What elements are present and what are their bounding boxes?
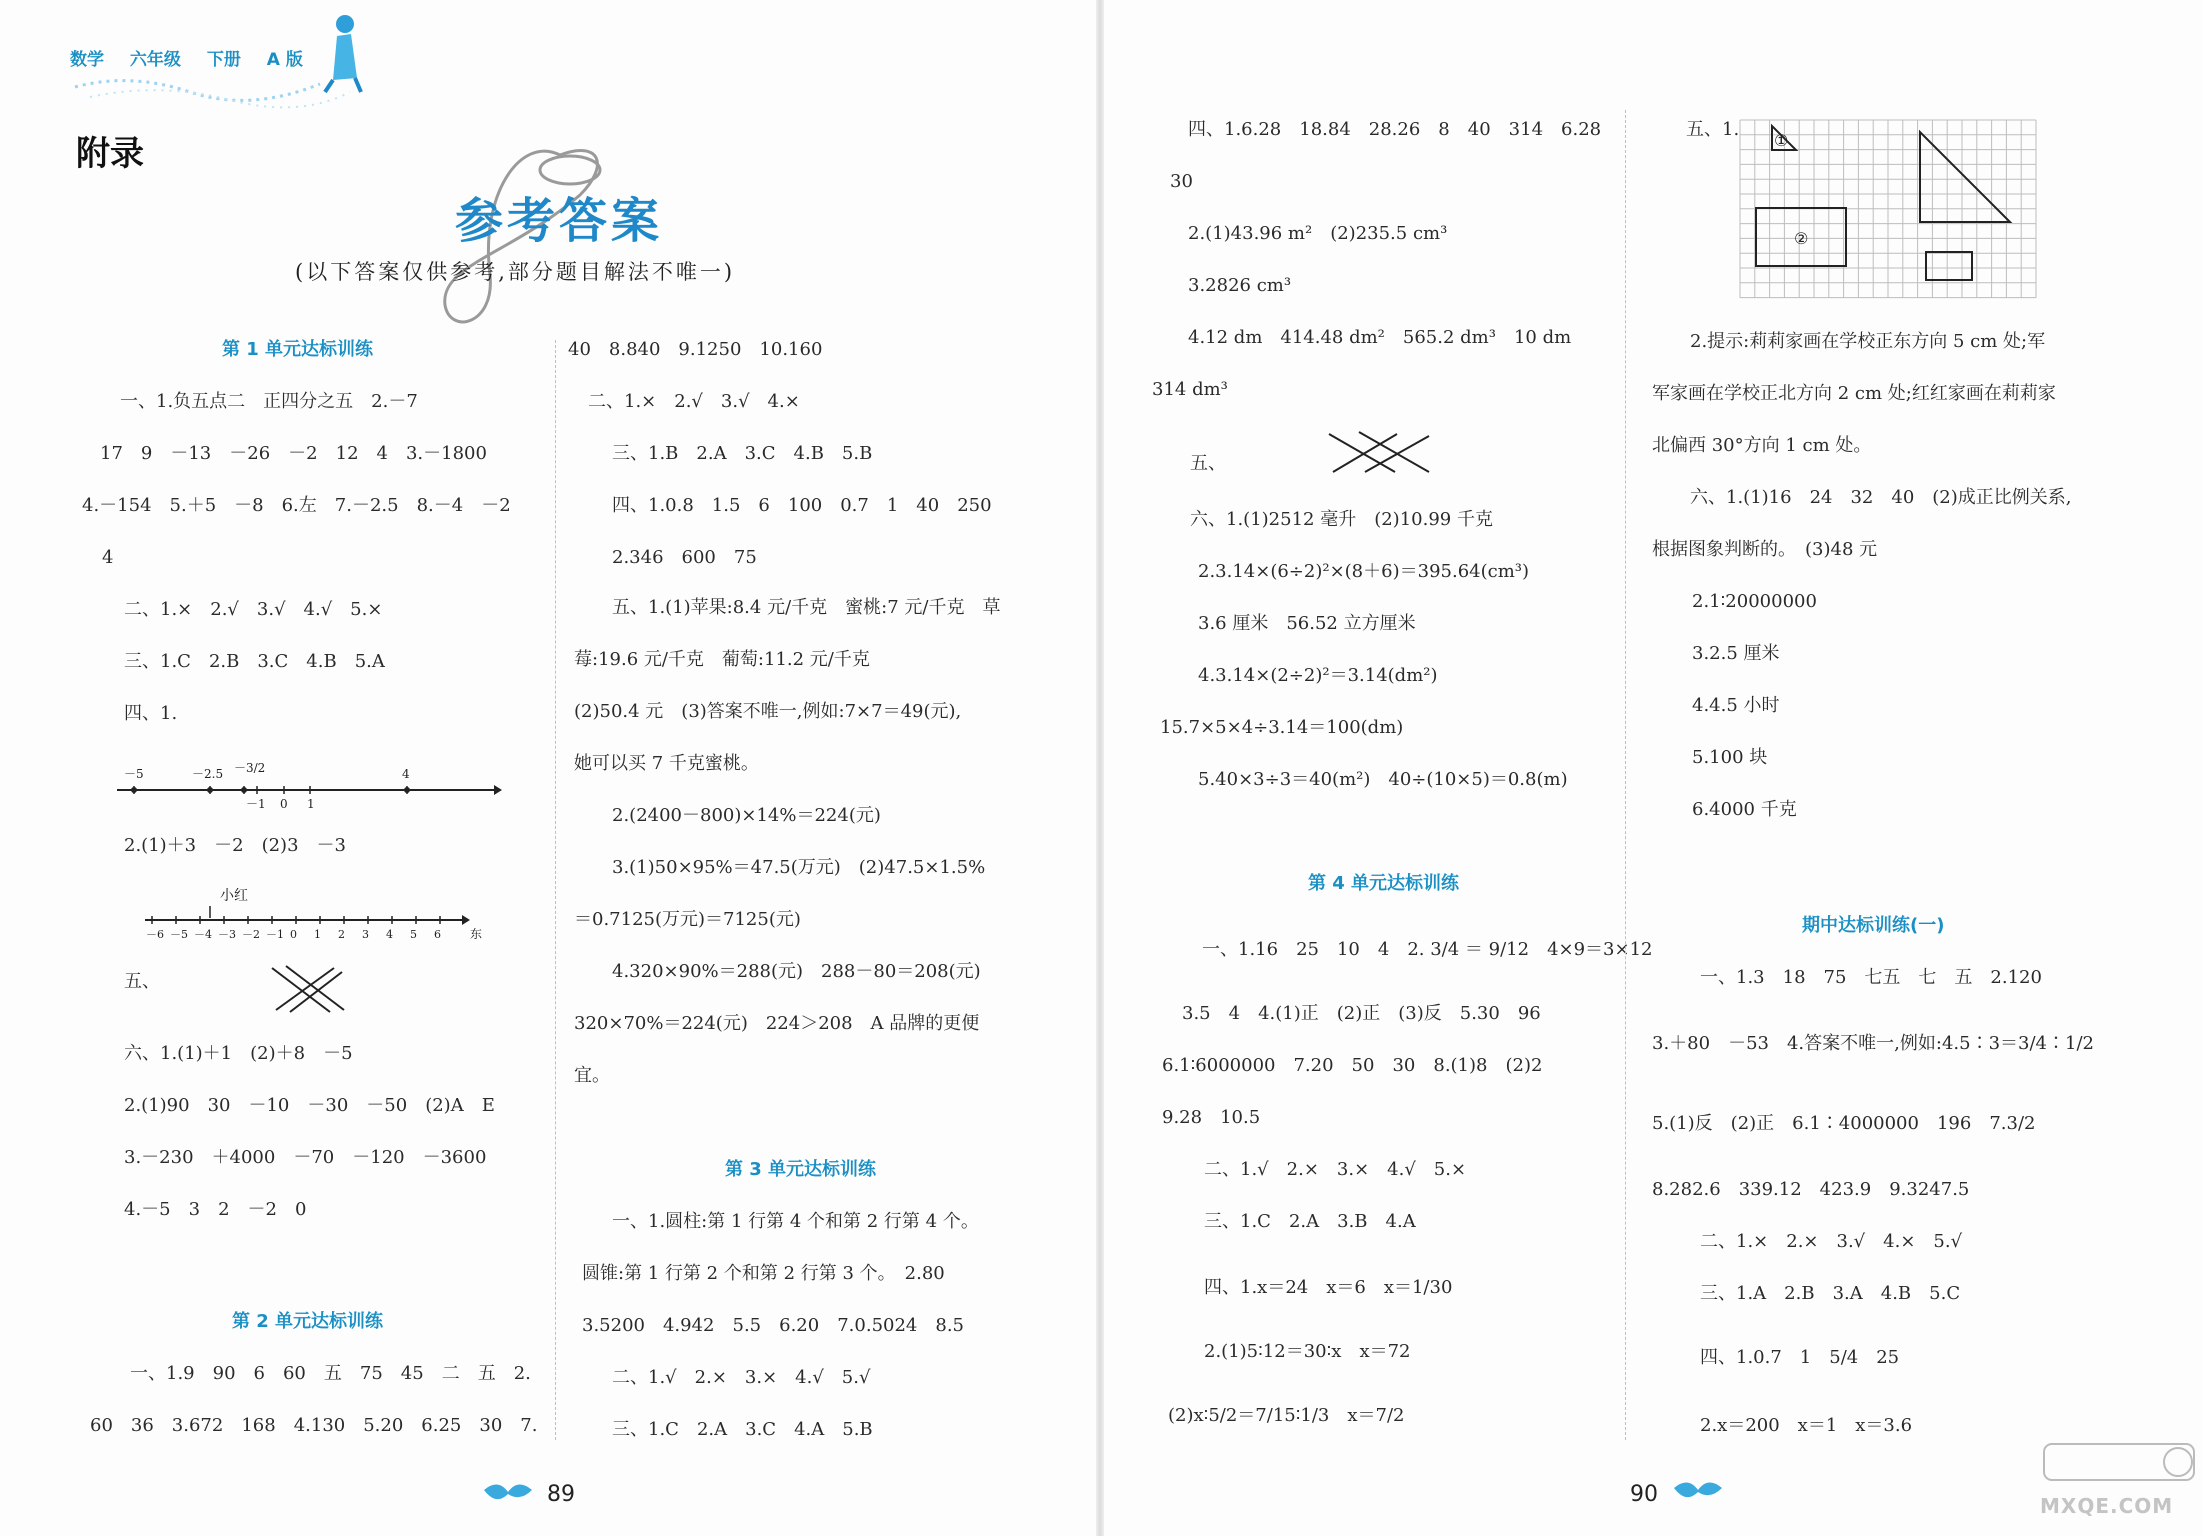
answer-subtitle: (以下答案仅供参考,部分题目解法不唯一) [295, 260, 736, 284]
child-figure-icon [315, 8, 365, 93]
tick-label: 4 [402, 767, 410, 781]
answer-line: 2.x＝200 x＝1 x＝3.6 [1700, 1415, 1913, 1436]
answer-line: 2.1∶20000000 [1692, 591, 1817, 612]
answer-line: 8.282.6 339.12 423.9 9.3247.5 [1652, 1179, 1970, 1200]
direction-label: 东 [470, 927, 483, 941]
column-divider [555, 340, 556, 1440]
answer-line: 15.7×5×4÷3.14＝100(dm) [1160, 717, 1404, 738]
answer-line: 9.28 10.5 [1162, 1107, 1261, 1128]
page-number-right: 90 [1630, 1482, 1658, 1507]
section-heading: 第 2 单元达标训练 [232, 1311, 384, 1332]
header-edition: A 版 [266, 50, 303, 70]
answer-line: 3.(1)50×95%＝47.5(万元) (2)47.5×1.5% [612, 857, 986, 878]
number-line-2 [140, 884, 490, 944]
answer-line: 二、1.√ 2.× 3.× 4.√ 5.× [1204, 1159, 1467, 1180]
answer-line: 五、 [1190, 453, 1226, 474]
book-gutter [1096, 0, 1104, 1536]
tick-label: －1 [246, 797, 266, 811]
answer-line: 六、1.(1)＋1 (2)＋8 －5 [124, 1043, 353, 1064]
header-grade: 六年级 [129, 50, 181, 70]
answer-line: 四、1.6.28 18.84 28.26 8 40 314 6.28 [1188, 119, 1602, 140]
answer-line: 5.100 块 [1692, 747, 1768, 768]
answer-line: 北偏西 30°方向 1 cm 处。 [1652, 435, 1872, 456]
watermark-logo [2040, 1440, 2200, 1500]
answer-line: 3.2826 cm³ [1188, 275, 1292, 296]
answer-line: 四、1.0.8 1.5 6 100 0.7 1 40 250 [612, 495, 992, 516]
column-divider [1625, 110, 1626, 1440]
tick-label: 0 [290, 928, 297, 941]
answer-line: 二、1.√ 2.× 3.× 4.√ 5.√ [612, 1367, 871, 1388]
answer-line: 五、1. [1686, 119, 1740, 140]
answer-line: 4 [102, 547, 114, 568]
shape-label: ② [1794, 229, 1809, 248]
tick-label: 6 [434, 928, 441, 941]
answer-line: 3.5 4 4.(1)正 (2)正 (3)反 5.30 96 [1182, 1003, 1541, 1024]
answer-line: 三、1.A 2.B 3.A 4.B 5.C [1700, 1283, 1961, 1304]
tick-label: 2 [338, 928, 345, 941]
bow-ornament-left [480, 1478, 536, 1508]
answer-line: 2.(1)43.96 m² (2)235.5 cm³ [1188, 223, 1448, 244]
answer-line: 二、1.× 2.√ 3.√ 4.× [588, 391, 800, 412]
answer-line: 3.2.5 厘米 [1692, 643, 1780, 664]
answer-line: 6.1∶6000000 7.20 50 30 8.(1)8 (2)2 [1162, 1055, 1543, 1076]
answer-line: 宜。 [574, 1065, 610, 1086]
bow-ornament-right [1670, 1476, 1726, 1506]
answer-line: (2)x∶5/2＝7/15∶1/3 x＝7/2 [1168, 1405, 1405, 1426]
number-line-name: 小红 [220, 888, 248, 904]
tick-label: －1 [266, 928, 284, 941]
answer-line: 根据图象判断的。 (3)48 元 [1652, 539, 1878, 560]
grid-figure [1738, 118, 2038, 300]
answer-line: 3.＋80 －53 4.答案不唯一,例如:4.5∶3＝3/4∶1/2 [1652, 1033, 2094, 1054]
answer-line: 4.－154 5.＋5 －8 6.左 7.－2.5 8.－4 －2 [82, 495, 511, 516]
answer-line: 三、1.C 2.B 3.C 4.B 5.A [124, 651, 385, 672]
answer-line: ＝0.7125(万元)＝7125(元) [574, 909, 801, 930]
answer-line: 一、1.3 18 75 七五 七 五 2.120 [1700, 967, 2042, 988]
answer-line: 莓:19.6 元/千克 葡萄:11.2 元/千克 [574, 649, 870, 670]
answer-line: 五、1.(1)苹果:8.4 元/千克 蜜桃:7 元/千克 草 [612, 597, 1001, 618]
shape-label: ① [1774, 131, 1789, 150]
tick-label: 1 [307, 797, 315, 811]
answer-line: 一、1.圆柱:第 1 行第 4 个和第 2 行第 4 个。 [612, 1211, 979, 1232]
crossed-lines-figure [1325, 428, 1435, 476]
answer-line: 六、1.(1)16 24 32 40 (2)成正比例关系, [1690, 487, 2072, 508]
tick-label: －2 [242, 928, 260, 941]
answer-line: 60 36 3.672 168 4.130 5.20 6.25 30 7. [90, 1415, 538, 1436]
answer-line: 四、1.0.7 1 5/4 25 [1700, 1347, 1900, 1368]
section-heading: 第 1 单元达标训练 [222, 339, 374, 360]
page-number-left: 89 [547, 1482, 575, 1507]
tick-label: －5 [170, 928, 188, 941]
answer-line: 3.5200 4.942 5.5 6.20 7.0.5024 8.5 [582, 1315, 964, 1336]
answer-line: 二、1.× 2.√ 3.√ 4.√ 5.× [124, 599, 383, 620]
watermark-text: MXQE.COM [2040, 1494, 2174, 1518]
answer-line: 3.－230 ＋4000 －70 －120 －3600 [124, 1147, 487, 1168]
answer-line: 三、1.B 2.A 3.C 4.B 5.B [612, 443, 873, 464]
answer-line: 六、1.(1)2512 毫升 (2)10.99 千克 [1190, 509, 1493, 530]
crossed-lines-figure [268, 962, 348, 1016]
answer-line: 她可以买 7 千克蜜桃。 [574, 753, 759, 774]
tick-label: 0 [280, 797, 288, 811]
answer-line: 4.12 dm 414.48 dm² 565.2 dm³ 10 dm [1188, 327, 1572, 348]
answer-line: 320×70%＝224(元) 224＞208 A 品牌的更便 [574, 1013, 980, 1034]
answer-line: 二、1.× 2.× 3.√ 4.× 5.√ [1700, 1231, 1963, 1252]
answer-line: 40 8.840 9.1250 10.160 [568, 339, 823, 360]
number-line-1 [112, 762, 502, 812]
tick-label: 4 [386, 928, 393, 941]
answer-line: 4.－5 3 2 －2 0 [124, 1199, 307, 1220]
header-volume: 下册 [206, 50, 241, 70]
answer-line: 一、1.16 25 10 4 2. 3/4 ＝ 9/12 4×9＝3×12 [1202, 939, 1653, 960]
tick-label: 3 [362, 928, 369, 941]
answer-line: 2.346 600 75 [612, 547, 757, 568]
answer-line: 2.(1)90 30 －10 －30 －50 (2)A E [124, 1095, 495, 1116]
answer-line: 2.提示:莉莉家画在学校正东方向 5 cm 处;军 [1690, 331, 2046, 352]
answer-line: 圆锥:第 1 行第 2 个和第 2 行第 3 个。 2.80 [582, 1263, 945, 1284]
answer-line: 17 9 －13 －26 －2 12 4 3.－1800 [100, 443, 487, 464]
section-heading: 第 4 单元达标训练 [1308, 873, 1460, 894]
answer-line: 一、1.9 90 6 60 五 75 45 二 五 2. [130, 1363, 531, 1384]
tick-label: －4 [194, 928, 212, 941]
answer-line: 3.6 厘米 56.52 立方厘米 [1198, 613, 1416, 634]
answer-line: 4.320×90%＝288(元) 288－80＝208(元) [612, 961, 981, 982]
answer-line: 2.(2400－800)×14%＝224(元) [612, 805, 881, 826]
answer-line: 四、1. [124, 703, 178, 724]
section-heading: 第 3 单元达标训练 [725, 1159, 877, 1180]
answer-line: 2.(1)5∶12＝30∶x x＝72 [1204, 1341, 1411, 1362]
answer-line: 2.(1)＋3 －2 (2)3 －3 [124, 835, 346, 856]
answer-title: 参考答案 [455, 193, 664, 249]
answer-line: 2.3.14×(6÷2)²×(8＋6)＝395.64(cm³) [1198, 561, 1530, 582]
answer-line: 30 [1170, 171, 1193, 192]
answer-line: 一、1.负五点二 正四分之五 2.－7 [120, 391, 418, 412]
answer-line: 三、1.C 2.A 3.C 4.A 5.B [612, 1419, 873, 1440]
answer-line: 314 dm³ [1152, 379, 1228, 400]
answer-line: 5.(1)反 (2)正 6.1∶4000000 196 7.3/2 [1652, 1113, 2036, 1134]
tick-label: 1 [314, 928, 321, 941]
answer-line: 6.4000 千克 [1692, 799, 1797, 820]
tick-label: －3/2 [234, 762, 266, 775]
tick-label: －2.5 [192, 767, 224, 781]
answer-line: (2)50.4 元 (3)答案不唯一,例如:7×7＝49(元), [574, 701, 962, 722]
answer-line: 五、 [124, 971, 160, 992]
answer-line: 5.40×3÷3＝40(m²) 40÷(10×5)＝0.8(m) [1198, 769, 1568, 790]
tick-label: 5 [410, 928, 417, 941]
answer-line: 三、1.C 2.A 3.B 4.A [1204, 1211, 1416, 1232]
appendix-title: 附录 [76, 134, 144, 174]
tick-label: －6 [146, 928, 164, 941]
answer-line: 军家画在学校正北方向 2 cm 处;红红家画在莉莉家 [1652, 383, 2056, 404]
tick-label: －3 [218, 928, 236, 941]
answer-line: 4.4.5 小时 [1692, 695, 1780, 716]
answer-line: 四、1.x＝24 x＝6 x＝1/30 [1204, 1277, 1453, 1298]
section-heading: 期中达标训练(一) [1802, 915, 1945, 936]
answer-line: 4.3.14×(2÷2)²＝3.14(dm²) [1198, 665, 1438, 686]
header-subject: 数学 [70, 50, 104, 70]
tick-label: －5 [124, 767, 144, 781]
